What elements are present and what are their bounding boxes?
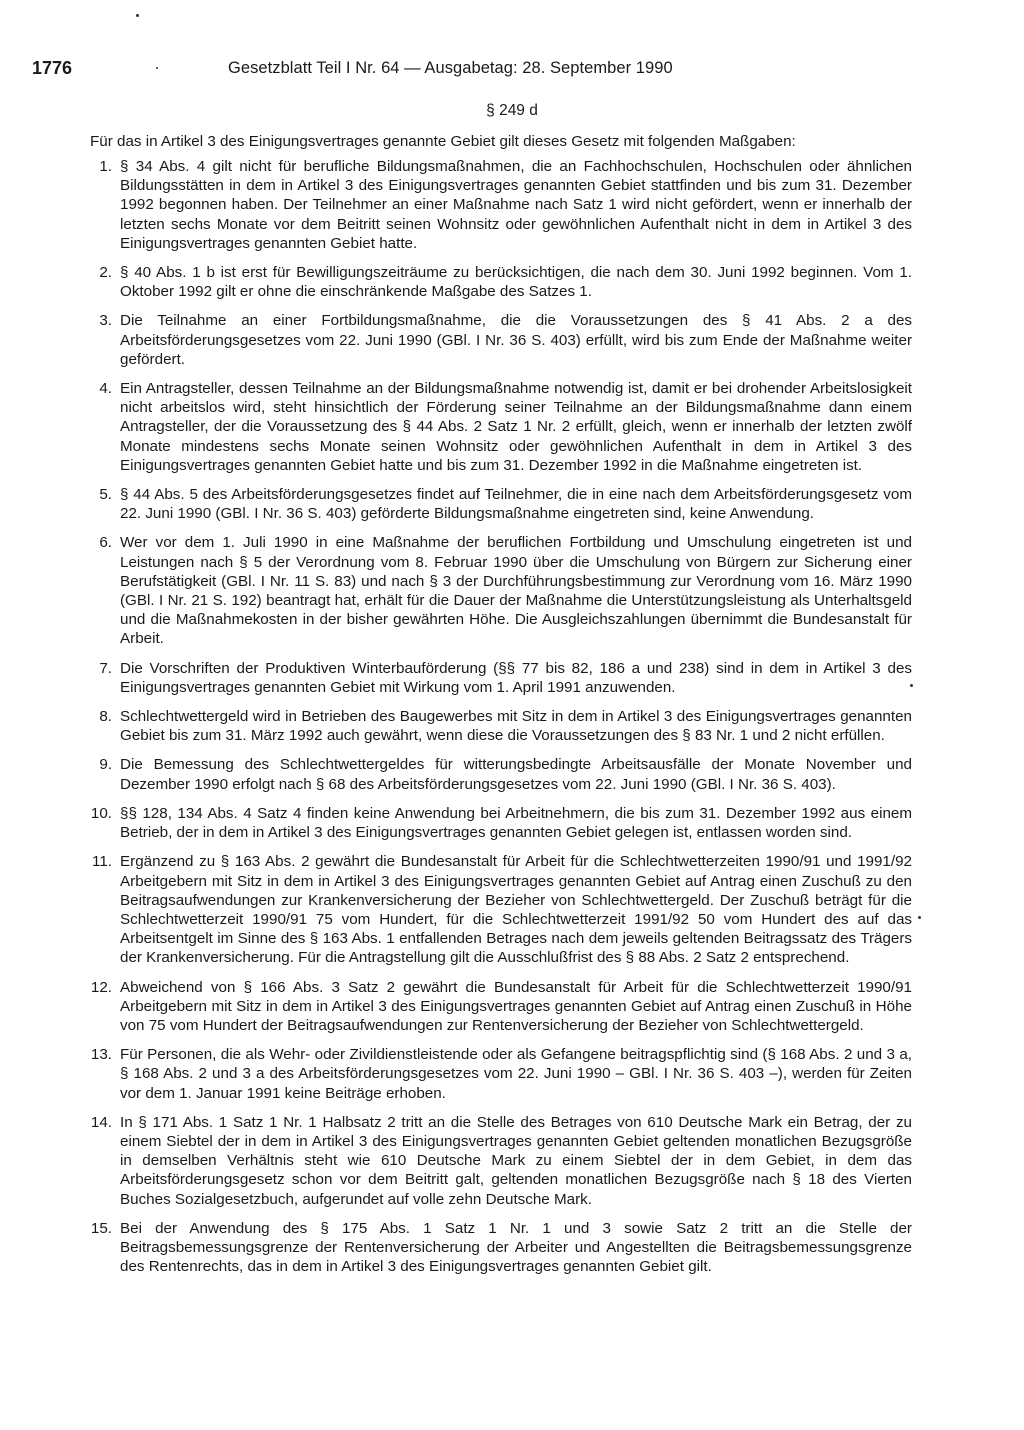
item-number: 14.: [90, 1113, 112, 1131]
section-title: § 249 d: [486, 102, 538, 119]
list-item: [82, 755, 912, 793]
list-item: [82, 533, 912, 648]
item-text: § 34 Abs. 4 gilt nicht für berufliche Bildungsmaßnahmen, die an Fachhochschulen, Hochschulen oder ähnlichen Bildungsstätten in dem in Artikel 3 des Einigungsvertrages genannten Gebiet stattfinden und bis zum 31. Dezember 1992 begonnen haben. Der Teilnehmer an einer Maßnahme nach Satz 1 wird nicht gefördert, wenn er innerhalb der letzten sechs Monate vor dem Beitritt seinen Wohnsitz oder gewöhnlichen Aufenthalt nicht in dem in Artikel 3 des Einigungsvertrages genannten Gebiet hatte.: [120, 158, 912, 252]
item-number: 3.: [99, 312, 112, 330]
scan-speck: [918, 916, 921, 919]
list-item: [82, 707, 912, 745]
list-item: [82, 804, 912, 842]
item-number: 12.: [90, 978, 112, 996]
item-number: 13.: [90, 1046, 112, 1064]
list-item: [82, 485, 912, 523]
item-text: Ergänzend zu § 163 Abs. 2 gewährt die Bundesanstalt für Arbeit für die Schlechtwetterzeiten 1990/91 und 1991/92 Arbeitgebern mit Sitz in dem in Artikel 3 des Einigungsvertrages genannten Gebiet auf Antrag einen Zuschuß zu den Beitragsaufwendungen zur Krankenversicherung der Bezieher von Schlechtwettergeld. Der Zuschuß beträgt für die Schlechtwetterzeit 1990/91 75 vom Hundert, für die Schlechtwetterzeit 1991/92 50 vom Hundert des auf das Arbeitsentgelt im Sinne des § 163 Abs. 1 entfallenden Betrages nach dem jeweils geltenden Beitragssatz des Trägers der Krankenversicherung. Für die Antragstellung gilt die Ausschlußfrist des § 88 Abs. 2 Satz 2 entsprechend.: [120, 853, 912, 967]
item-number: 15.: [90, 1219, 112, 1237]
list-item: [82, 659, 912, 697]
page-header: [32, 58, 992, 84]
item-text: Die Vorschriften der Produktiven Winterbauförderung (§§ 77 bis 82, 186 a und 238) sind in dem in Artikel 3 des Einigungsvertrages genannten Gebiet mit Wirkung vom 1. April 1991 anzuwenden.: [120, 659, 912, 696]
item-number: 1.: [99, 158, 112, 175]
item-text: §§ 128, 134 Abs. 4 Satz 4 finden keine Anwendung bei Arbeitnehmern, die bis zum 31. Dezember 1992 aus einem Betrieb, der in dem in Artikel 3 des Einigungsvertrages genannten Gebiet gelegen ist, entlassen worden sind.: [120, 804, 912, 842]
item-number: 11.: [92, 853, 112, 871]
scan-speck: [156, 67, 158, 69]
item-text: Die Teilnahme an einer Fortbildungsmaßnahme, die die Voraussetzungen des § 41 Abs. 2 a des Arbeitsförderungsgesetzes vom 22. Juni 1990 (GBl. I Nr. 36 S. 403) erfüllt, wird bis zum Ende der Maßnahme weiter gefördert.: [120, 312, 912, 368]
item-text: Ein Antragsteller, dessen Teilnahme an der Bildungsmaßnahme notwendig ist, damit er bei drohender Arbeitslosigkeit nicht arbeitslos wird, steht hinsichtlich der Förderung seiner Teilnahme an der Bildungsmaßnahme dann einem Antragsteller, der die Voraussetzung des § 44 Abs. 2 Satz 1 Nr. 2 erfüllt, gleich, wenn er innerhalb der letzten zwölf Monate mindestens sechs Monate seinen Wohnsitz oder gewöhnlichen Aufenthalt in dem in Artikel 3 des Einigungsvertrages genannten Gebiet hatte und bis zum 31. Dezember 1992 in die Maßnahme eingetreten ist.: [120, 380, 912, 474]
scan-speck: [910, 684, 913, 687]
list-item: [82, 1045, 912, 1103]
item-text: Bei der Anwendung des § 175 Abs. 1 Satz 1 Nr. 1 und 3 sowie Satz 2 tritt an die Stelle der Beitragsbemessungsgrenze der Rentenversicherung der Arbeiter und Angestellten die Beitragsbemessungsgrenze des Rentenrechts, das in dem in Artikel 3 des Einigungsvertrages genannten Gebiet gilt.: [120, 1219, 912, 1276]
item-number: 7.: [99, 659, 112, 677]
list-item: [82, 978, 912, 1036]
section-intro: Für das in Artikel 3 des Einigungsvertrages genannte Gebiet gilt dieses Gesetz mit folgenden Maßgaben:: [90, 133, 796, 150]
item-number: 8.: [99, 708, 112, 726]
page-number: 1776: [32, 58, 73, 78]
provision-list: [82, 157, 912, 1286]
item-text: Wer vor dem 1. Juli 1990 in eine Maßnahme der beruflichen Fortbildung und Umschulung eingetreten ist und Leistungen nach § 5 der Verordnung vom 8. Februar 1990 über die Umschulung von Bürgern zur Sicherung einer Berufstätigkeit (GBl. I Nr. 11 S. 83) und nach § 3 der Durchführungsbestimmung zur Verordnung vom 16. März 1990 (GBl. I Nr. 21 S. 192) beantragt hat, erhält für die Dauer der Maßnahme die Unterstützungsleistung als Unterhaltsgeld und die Maßnahmekosten in der bisher gewährten Höhe. Die Ausgleichszahlungen übernimmt die Bundesanstalt für Arbeit.: [120, 534, 912, 648]
list-item: [82, 852, 912, 967]
item-number: 2.: [99, 264, 112, 282]
item-text: Die Bemessung des Schlechtwettergeldes für witterungsbedingte Arbeitsausfälle der Monate November und Dezember 1990 erfolgt nach § 68 des Arbeitsförderungsgesetzes vom 22. Juni 1990 (GBl. I Nr. 36 S. 403).: [120, 756, 912, 793]
item-text: Für Personen, die als Wehr- oder Zivildienstleistende oder als Gefangene beitragspflichtig sind (§ 168 Abs. 2 und 3 a, § 168 Abs. 2 und 3 a des Arbeitsförderungsgesetzes vom 22. Juni 1990 – GBl. I Nr. 36 S. 403 –), werden für Zeiten vor dem 1. Januar 1991 keine Beiträge erhoben.: [120, 1046, 912, 1102]
item-text: In § 171 Abs. 1 Satz 1 Nr. 1 Halbsatz 2 tritt an die Stelle des Betrages von 610 Deutsche Mark ein Betrag, der zu einem Siebtel der in dem in Artikel 3 des Einigungsvertrages genannten Gebiet geltenden monatlichen Bezugsgröße in demselben Verhältnis steht wie 610 Deutsche Mark zu einem Siebtel der in dem Gebiet, in dem das Arbeitsförderungsgesetz schon vor dem Beitritt galt, geltenden monatlichen Bezugsgröße nach § 18 des Vierten Buches Sozialgesetzbuch, aufgerundet auf volle zehn Deutsche Mark.: [120, 1113, 912, 1208]
list-item: [82, 1219, 912, 1277]
list-item: [82, 379, 912, 475]
list-item: [82, 1113, 912, 1209]
item-text: § 40 Abs. 1 b ist erst für Bewilligungszeiträume zu berücksichtigen, die nach dem 30. Juni 1992 beginnen. Vom 1. Oktober 1992 gilt er ohne die einschränkende Maßgabe des Satzes 1.: [120, 264, 912, 301]
item-text: § 44 Abs. 5 des Arbeitsförderungsgesetzes findet auf Teilnehmer, die in eine nach dem Arbeitsförderungsgesetz vom 22. Juni 1990 (GBl. I Nr. 36 S. 403) geförderte Bildungsmaßnahme eingetreten sind, keine Anwendung.: [120, 486, 912, 523]
item-text: Abweichend von § 166 Abs. 3 Satz 2 gewährt die Bundesanstalt für Arbeit für die Schlechtwetterzeit 1990/91 Arbeitgebern mit Sitz in dem in Artikel 3 des Einigungsvertrages genannten Gebiet auf Antrag einen Zuschuß in Höhe von 75 vom Hundert der Beitragsaufwendungen zur Rentenversicherung der Bezieher von Schlechtwettergeld.: [120, 978, 912, 1034]
list-item: [82, 157, 912, 253]
scan-speck: [136, 14, 139, 17]
item-text: Schlechtwettergeld wird in Betrieben des Baugewerbes mit Sitz in dem in Artikel 3 des Einigungsvertrages genannten Gebiet bis zum 31. März 1992 auch gewährt, wenn diese die Voraussetzungen des § 83 Nr. 1 und 2 nicht erfüllen.: [120, 708, 912, 745]
item-number: 10.: [90, 804, 112, 822]
item-number: 6.: [99, 534, 112, 552]
list-item: [82, 263, 912, 301]
item-number: 9.: [99, 756, 112, 774]
running-title: Gesetzblatt Teil I Nr. 64 — Ausgabetag: 28. September 1990: [228, 59, 673, 77]
item-number: 5.: [99, 486, 112, 504]
item-number: 4.: [99, 380, 112, 398]
list-item: [82, 311, 912, 369]
